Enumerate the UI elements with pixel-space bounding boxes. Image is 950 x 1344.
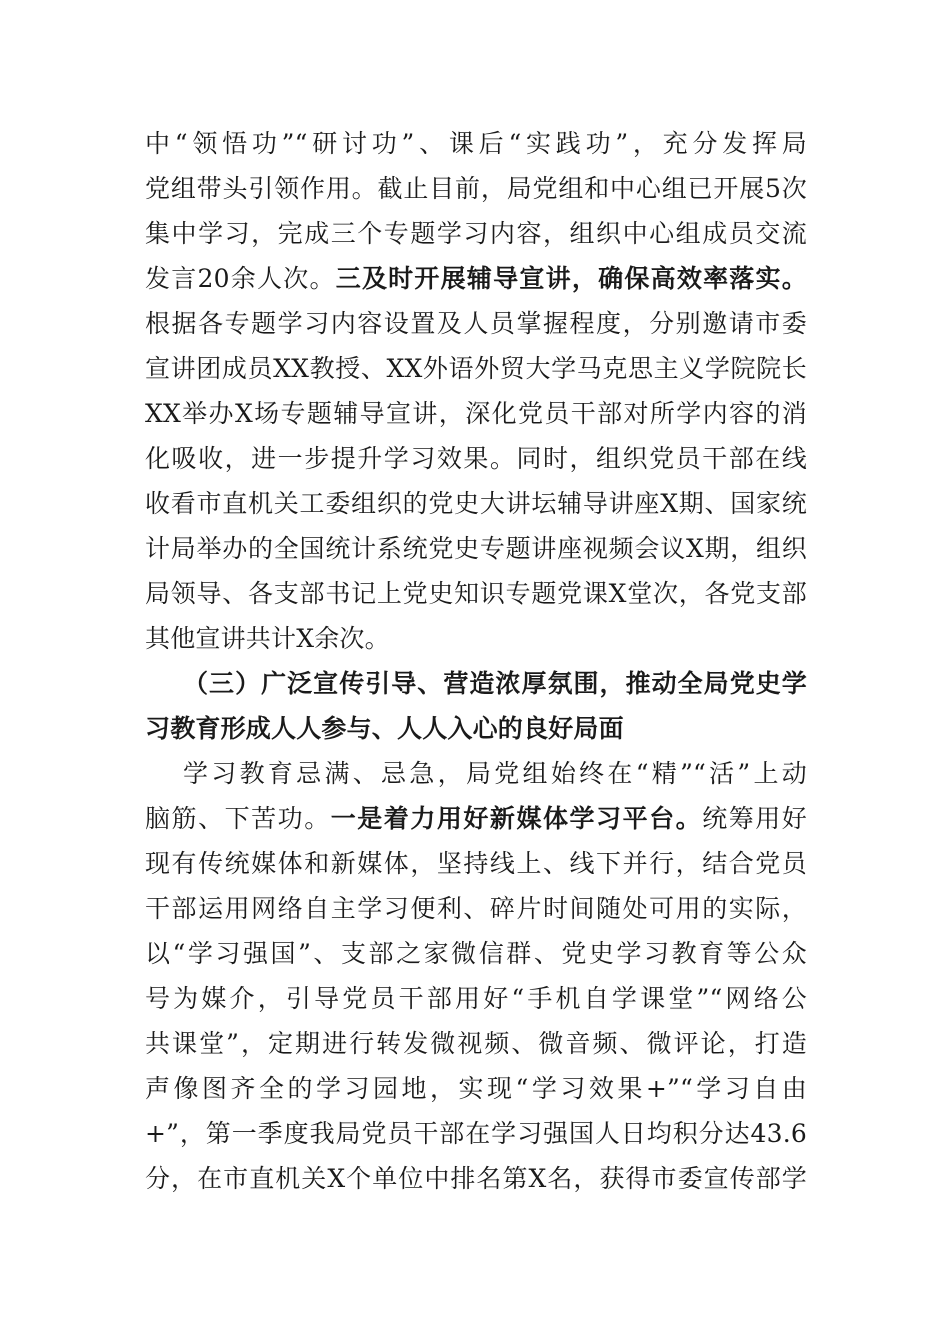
text-line (145, 849, 807, 879)
text-segment: 现有传统媒体和新媒体，坚持线上、线下并行，结合党员 (145, 849, 807, 878)
text-segment: +”，第一季度我局党员干部在学习强国人日均积分达43.6 (145, 1119, 807, 1148)
text-segment: 化吸收，进一步提升学习效果。同时，组织党员干部在线 (145, 444, 807, 473)
text-segment: 中“领悟功”“研讨功”、课后“实践功”，充分发挥局 (145, 129, 807, 158)
text-segment: 干部运用网络自主学习便利、碎片时间随处可用的实际， (145, 894, 807, 923)
text-segment: 收看市直机关工委组织的党史大讲坛辅导讲座X期、国家统 (145, 489, 807, 518)
text-line (183, 759, 807, 789)
text-line (145, 894, 807, 924)
text-line (145, 129, 807, 159)
text-line (145, 354, 807, 384)
text-line (145, 624, 807, 654)
text-line (145, 489, 807, 519)
text-segment: 号为媒介，引导党员干部用好“手机自学课堂”“网络公 (145, 984, 807, 1013)
text-line (145, 1074, 807, 1104)
text-segment: 计局举办的全国统计系统党史专题讲座视频会议X期，组织 (145, 534, 807, 563)
text-segment: 脑筋、下苦功。 (145, 804, 331, 833)
text-line (145, 309, 807, 339)
text-line (145, 1119, 807, 1149)
text-line (145, 714, 807, 744)
text-segment: XX举办X场专题辅导宣讲，深化党员干部对所学内容的消 (145, 399, 807, 428)
text-line (145, 939, 807, 969)
text-line (183, 669, 807, 699)
text-line (145, 579, 807, 609)
text-line (145, 399, 807, 429)
bold-text-segment: （三）广泛宣传引导、营造浓厚氛围，推动全局党史学 (183, 669, 807, 698)
text-line (145, 984, 807, 1014)
text-line (145, 534, 807, 564)
text-segment: 统筹用好 (702, 804, 807, 833)
text-segment: 党组带头引领作用。截止目前，局党组和中心组已开展5次 (145, 174, 807, 203)
text-line (145, 219, 807, 249)
text-line (145, 804, 807, 834)
bold-text-segment: 习教育形成人人参与、人人入心的良好局面 (145, 714, 624, 743)
text-segment: 局领导、各支部书记上党史知识专题党课X堂次，各党支部 (145, 579, 807, 608)
text-segment: 根据各专题学习内容设置及人员掌握程度，分别邀请市委 (145, 309, 807, 338)
text-segment: 声像图齐全的学习园地，实现“学习效果+”“学习自由 (145, 1074, 807, 1103)
text-segment: 发言20余人次。 (145, 264, 336, 293)
text-line (145, 1164, 807, 1194)
bold-text-segment: 一是着力用好新媒体学习平台。 (330, 804, 703, 833)
text-segment: 宣讲团成员XX教授、XX外语外贸大学马克思主义学院院长 (145, 354, 807, 383)
text-line (145, 1029, 807, 1059)
text-segment: 其他宣讲共计X余次。 (145, 624, 390, 653)
text-line (145, 264, 807, 294)
text-segment: 学习教育忌满、忌急，局党组始终在“精”“活”上动 (183, 759, 807, 788)
text-segment: 分，在市直机关X个单位中排名第X名，获得市委宣传部学 (145, 1164, 807, 1193)
text-line (145, 444, 807, 474)
text-segment: 共课堂”，定期进行转发微视频、微音频、微评论，打造 (145, 1029, 807, 1058)
bold-text-segment: 三及时开展辅导宣讲，确保高效率落实。 (335, 264, 807, 293)
text-segment: 以“学习强国”、支部之家微信群、党史学习教育等公众 (145, 939, 807, 968)
text-line (145, 174, 807, 204)
text-segment: 集中学习，完成三个专题学习内容，组织中心组成员交流 (145, 219, 807, 248)
